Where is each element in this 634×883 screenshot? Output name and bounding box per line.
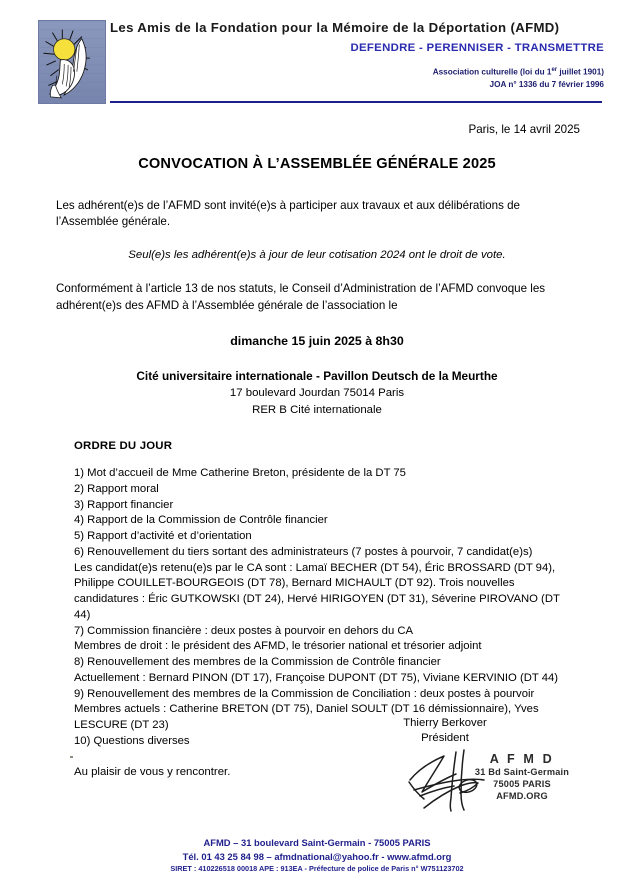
agenda-item: Membres de droit : le président des AFMD, le trésorier national et trésorier adjoint: [74, 640, 482, 653]
organization-legal-info: [110, 66, 604, 92]
vote-notice: Seul(e)s les adhérent(e)s à jour de leur cotisation 2024 ont le droit de vote.: [128, 248, 506, 261]
legal-association-text: Association culturelle (loi du 1: [432, 67, 552, 77]
footer-contact: Tél. 01 43 25 84 98 – afmdnational@yahoo.fr - www.afmd.org: [182, 851, 452, 863]
footer-address: AFMD – 31 boulevard Saint-Germain - 75005 PARIS: [203, 837, 431, 848]
stamp-text-block: [460, 752, 584, 802]
signatory-name: Thierry Berkover: [403, 717, 487, 729]
margin-artifact-dot: [70, 756, 73, 758]
legal-association-line: [110, 66, 604, 79]
venue-transport: RER B Cité internationale: [252, 403, 382, 416]
agenda-item: 6) Renouvellement du tiers sortant des administrateurs (7 postes à pourvoir, 7 candidat(e)s): [74, 545, 533, 558]
signature-block: [330, 716, 560, 747]
convocation-paragraph: Conformément à l’article 13 de nos statuts, le Conseil d’Administration de l’AFMD convoque les adhérent(e)s des AFMD à l’Assemblée générale de l’association le: [56, 282, 546, 312]
letter-body: [0, 112, 634, 778]
venue-address: 17 boulevard Jourdan 75014 Paris: [229, 387, 405, 400]
legal-joa-line: JOA n° 1336 du 7 février 1996: [489, 79, 604, 89]
stamp-address: 31 Bd Saint-Germain: [474, 767, 570, 777]
document-title: CONVOCATION À L’ASSEMBLÉE GÉNÉRALE 2025: [138, 156, 496, 172]
stamp-title: A F M D: [489, 752, 555, 766]
footer-legal-ids: SIRET : 410226518 00018 APE : 913EA - Préfecture de police de Paris n° W751123702: [170, 864, 464, 874]
organization-tagline: DEFENDRE - PERENNISER - TRANSMETTRE: [350, 41, 604, 54]
agenda-item: 7) Commission financière : deux postes à pourvoir en dehors du CA: [74, 624, 414, 637]
legal-association-suffix: juillet 1901): [557, 67, 604, 77]
agenda-item: 3) Rapport financier: [74, 498, 174, 511]
agenda-item: Les candidat(e)s retenu(e)s par le CA sont : Lamaï BECHER (DT 54), Éric BROSSARD (DT 94), Philippe COUILLET-BOURGEOIS (DT 78), Bernard MICHAULT (DT 92). Trois nouvelles candidatures : Éric GUTKOWSKI (DT 24), Hervé HIRIGOYEN (DT 31), Séverine PIROVANO (DT 44): [74, 561, 560, 621]
letterhead: [0, 0, 634, 112]
agenda-item: 1) Mot d’accueil de Mme Catherine Breton, présidente de la DT 75: [74, 467, 406, 480]
agenda-item: 9) Renouvellement des membres de la Commission de Conciliation : deux postes à pourvoir Membres actuels : Catherine BRETON (DT 75), Daniel SOULT (DT 16 démissionnaire), Yves LESCURE (DT 23): [74, 687, 539, 732]
agenda-heading: ORDRE DU JOUR: [74, 440, 173, 453]
venue-name: Cité universitaire internationale - Pavillon Deutsch de la Meurthe: [136, 369, 498, 383]
page-footer: [0, 836, 634, 875]
agenda-item: Actuellement : Bernard PINON (DT 17), Françoise DUPONT (DT 75), Viviane KERVINIO (DT 44): [74, 671, 559, 684]
agenda-item: 5) Rapport d’activité et d’orientation: [74, 530, 252, 543]
afmd-stamp: [404, 752, 584, 814]
intro-paragraph: Les adhérent(e)s de l’AFMD sont invité(e)s à participer aux travaux et aux délibérations de l’Assemblée générale.: [56, 199, 520, 229]
signatory-role: Président: [421, 732, 469, 745]
agenda-item: 10) Questions diverses: [74, 734, 190, 747]
legal-superscript: er: [551, 66, 558, 73]
agenda-list: [74, 466, 578, 750]
stamp-city: 75005 PARIS: [493, 779, 551, 790]
afmd-logo: [38, 20, 106, 104]
agenda-item: 2) Rapport moral: [74, 482, 159, 495]
stamp-website: AFMD.ORG: [496, 791, 548, 802]
organization-title: Les Amis de la Fondation pour la Mémoire de la Déportation (AFMD): [110, 20, 560, 35]
venue-block: [0, 368, 634, 418]
letterhead-text: [110, 20, 604, 92]
header-divider: [110, 101, 602, 103]
meeting-datetime: dimanche 15 juin 2025 à 8h30: [230, 334, 404, 348]
agenda-item: 8) Renouvellement des membres de la Commission de Contrôle financier: [74, 656, 441, 669]
agenda-item: 4) Rapport de la Commission de Contrôle financier: [74, 514, 328, 527]
closing-line: Au plaisir de vous y rencontrer.: [74, 765, 231, 778]
date-line: Paris, le 14 avril 2025: [468, 123, 580, 136]
